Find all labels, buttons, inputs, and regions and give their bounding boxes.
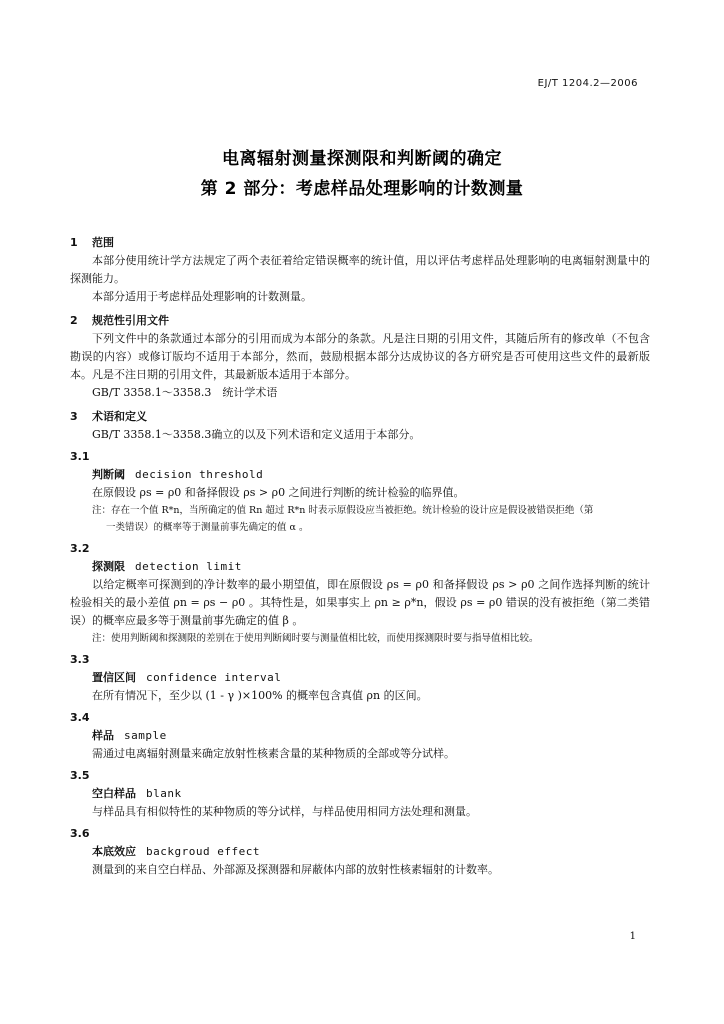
- term-name-cn: 本底效应: [92, 845, 136, 858]
- term-heading: [70, 785, 650, 803]
- term-number: 3.5: [70, 769, 90, 782]
- term-heading: [70, 669, 650, 687]
- term-name-en: confidence interval: [146, 671, 282, 684]
- term-heading: [70, 843, 650, 861]
- term-heading: [70, 727, 650, 745]
- section-number: 1: [70, 236, 78, 249]
- paragraph: GB/T 3358.1～3358.3确立的以及下列术语和定义适用于本部分。: [92, 428, 421, 441]
- term-heading: [70, 466, 650, 484]
- term-number: 3.4: [70, 711, 90, 724]
- section-title: 术语和定义: [92, 410, 147, 423]
- document-body: [70, 228, 650, 879]
- term-note-continued: 一类错误）的概率等于测量前事先确定的值 α 。: [106, 522, 309, 533]
- term-name-en: blank: [146, 787, 182, 800]
- term-definition: 测量到的来自空白样品、外部源及探测器和屏蔽体内部的放射性核素辐射的计数率。: [92, 863, 499, 876]
- term-name-cn: 置信区间: [92, 671, 136, 684]
- paragraph: 本部分使用统计学方法规定了两个表征着给定错误概率的统计值，用以评估考虑样品处理影响的电离辐射测量中的探测能力。: [70, 254, 650, 285]
- term-name-cn: 判断阈: [92, 468, 125, 481]
- document-subtitle: 第 2 部分：考虑样品处理影响的计数测量: [200, 179, 524, 199]
- term-name-en: backgroud effect: [146, 845, 260, 858]
- term-definition: 与样品具有相似特性的某种物质的等分试样，与样品使用相同方法处理和测量。: [92, 805, 477, 818]
- term-name-cn: 样品: [92, 729, 114, 742]
- section-heading-scope: [70, 234, 650, 252]
- term-name-cn: 探测限: [92, 560, 125, 573]
- section-heading-normative-references: [70, 312, 650, 330]
- term-note: 注：使用判断阈和探测限的差别在于使用判断阈时要与测量值相比较，而使用探测限时要与指导值相比较。: [92, 633, 539, 644]
- page-number: 1: [629, 931, 636, 942]
- term-name-en: detection limit: [135, 560, 242, 573]
- section-title: 范围: [92, 236, 114, 249]
- section-number: 2: [70, 314, 78, 327]
- term-definition: 在原假设 ρs = ρ0 和备择假设 ρs > ρ0 之间进行判断的统计检验的临界值。: [92, 486, 465, 499]
- term-name-cn: 空白样品: [92, 787, 136, 800]
- term-number: 3.6: [70, 827, 90, 840]
- term-number: 3.1: [70, 450, 90, 463]
- section-number: 3: [70, 410, 78, 423]
- term-heading: [70, 558, 650, 576]
- term-definition: 以给定概率可探测到的净计数率的最小期望值，即在原假设 ρs = ρ0 和备择假设 ρs > ρ0 之间作选择判断的统计检验相关的最小差值 ρn = ρs − ρ0 。其特性是，如果事实上 ρn ≥ ρ*n，假设 ρs = ρ0 错误的没有被拒绝（第二类错误）的概率应最多等于测量前事先确定的值 β 。: [70, 578, 650, 627]
- section-heading-terms: [70, 408, 650, 426]
- document-title: 电离辐射测量探测限和判断阈的确定: [222, 149, 502, 169]
- term-number: 3.3: [70, 653, 90, 666]
- term-name-en: sample: [124, 729, 167, 742]
- term-note: 注：存在一个值 R*n，当所确定的值 Rn 超过 R*n 时表示原假设应当被拒绝。统计检验的设计应是假设被错误拒绝（第: [92, 505, 594, 516]
- term-number: 3.2: [70, 542, 90, 555]
- term-name-en: decision threshold: [135, 468, 264, 481]
- standard-code: EJ/T 1204.2—2006: [537, 78, 638, 89]
- paragraph: 本部分适用于考虑样品处理影响的计数测量。: [92, 290, 312, 303]
- paragraph: 下列文件中的条款通过本部分的引用而成为本部分的条款。凡是注日期的引用文件，其随后所有的修改单（不包含勘误的内容）或修订版均不适用于本部分，然而，鼓励根据本部分达成协议的各方研究是否可使用这些文件的最新版本。凡是不注日期的引用文件，其最新版本适用于本部分。: [70, 332, 650, 381]
- term-definition: 在所有情况下，至少以 (1 - γ )×100% 的概率包含真值 ρn 的区间。: [92, 689, 428, 702]
- reference-item: GB/T 3358.1～3358.3 统计学术语: [92, 386, 278, 399]
- term-definition: 需通过电离辐射测量来确定放射性核素含量的某种物质的全部或等分试样。: [92, 747, 455, 760]
- section-title: 规范性引用文件: [92, 314, 169, 327]
